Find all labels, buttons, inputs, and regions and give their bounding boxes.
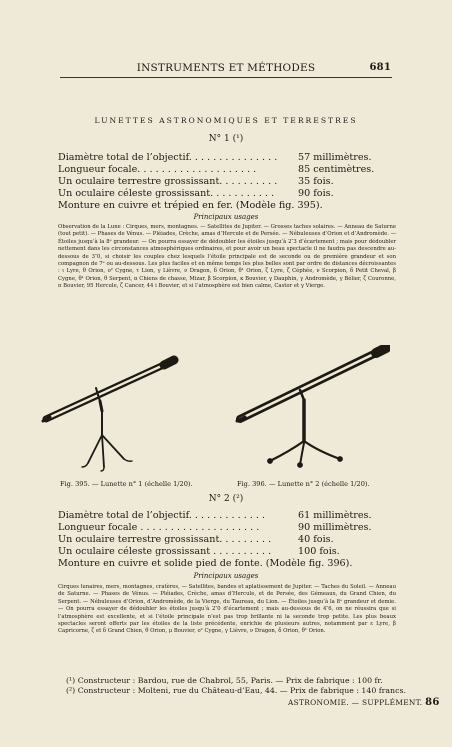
signature-number: 86 [425, 697, 440, 708]
model2-usages-title: Principaux usages [193, 572, 259, 580]
model2-usages-text [58, 584, 396, 636]
spec-row [58, 152, 398, 164]
spec-value: 40 fois. [298, 534, 334, 545]
spec-row [58, 200, 398, 212]
spec-value: 57 millimètres. [298, 152, 372, 163]
spec-label: Un oculaire céleste grossissant . . . . . . . . . . [58, 546, 272, 557]
signature-text: ASTRONOMIE. — SUPPLÉMENT. [288, 698, 423, 707]
spec-row [58, 522, 398, 534]
spec-row [58, 164, 398, 176]
spec-row [58, 188, 398, 200]
header-title: INSTRUMENTS ET MÉTHODES [136, 62, 316, 74]
section-title: LUNETTES ASTRONOMIQUES ET TERRESTRES [94, 116, 358, 125]
telescope-stand-illustration [230, 345, 390, 473]
footnote-2: (²) Constructeur : Molteni, rue du Château-d’Eau, 44. — Prix de fabrique : 140 francs. [66, 686, 406, 695]
spec-label: Diamètre total de l’objectif. . . . . . . . . . . . . . . [58, 152, 278, 163]
spec-label: Un oculaire terrestre grossissant. . . . . . . . . [58, 534, 272, 545]
telescope-tripod-illustration [40, 355, 190, 475]
spec-value: 85 centimètres. [298, 164, 375, 175]
spec-label: Longueur focale. . . . . . . . . . . . . . . . . . . . [58, 164, 257, 175]
spec-label: Longueur focale . . . . . . . . . . . . . . . . . . . . [58, 522, 260, 533]
header-rule [60, 77, 392, 78]
spec-value: 61 millimètres. [298, 510, 372, 521]
usages-paragraph: Cirques lunaires, mers, montagnes, cratères, — Satellites, bandes et aplatissement de Jupiter. — Taches du Soleil. — Anneau de Saturne. — Phases de Vénus. — Pléiades, Crèche, amas d’Hercule, et de Persée, des Gémeaux, du Grand Chien, du Serpent. — Nébuleuses d’Orion, d’Andromède, de la Vierge, du Taureau, du Lion. — Étoiles jusqu’à la 8ᵉ grandeur et demie. — On pourra essayer de dédoubler les étoiles jusqu’à 2″0 d’écartement ; mais au-dessous de 4″6, on ne réussira que si l’atmosphère est excellente, et si l’étoile principale n’est pas trop brillante ni la seconde trop petite. Les plus beaux spectacles seront offerts par les étoiles de la liste précédente, enrichie de plusieurs autres, notamment par ε Lyre, β Capricorne, ζ et δ Grand Chien, θ Orion, μ Bouvier, o² Cygne, γ Lièvre, ν Dragon, δ Orion, θ¹ Orion. [58, 584, 396, 635]
model1-specs [58, 152, 398, 212]
spec-label: Diamètre total de l’objectif. . . . . . . . . . . . . [58, 510, 266, 521]
spec-label: Un oculaire terrestre grossissant. . . . . . . . . . [58, 176, 278, 187]
spec-label: Monture en cuivre et solide pied de fonte. (Modèle fig. 396). [58, 558, 353, 569]
spec-value: 90 millimètres. [298, 522, 372, 533]
spec-label: Un oculaire céleste grossissant. . . . . . . . . . . [58, 188, 275, 199]
model1-usages-text [58, 224, 396, 291]
model2-number: N° 2 (²) [208, 494, 244, 504]
page-number: 681 [369, 62, 391, 73]
footnotes [66, 676, 406, 696]
spec-value: 100 fois. [298, 546, 340, 557]
printer-signature [288, 697, 440, 708]
fig396-caption: Fig. 396. — Lunette n° 2 (échelle 1/20). [237, 480, 370, 488]
spec-row [58, 558, 398, 570]
spec-row [58, 534, 398, 546]
spec-value: 35 fois. [298, 176, 334, 187]
model1-usages-title: Principaux usages [193, 213, 259, 221]
spec-label: Monture en cuivre et trépied en fer. (Modèle fig. 395). [58, 200, 323, 211]
footnote-1: (¹) Constructeur : Bardou, rue de Chabrol, 55, Paris. — Prix de fabrique : 100 fr. [66, 676, 383, 685]
spec-value: 90 fois. [298, 188, 334, 199]
model1-number: N° 1 (¹) [208, 134, 244, 144]
spec-row [58, 546, 398, 558]
model2-specs [58, 510, 398, 570]
spec-row [58, 176, 398, 188]
spec-row [58, 510, 398, 522]
usages-paragraph: Observation de la Lune : Cirques, mers, montagnes. — Satellites de Jupiter. — Grosses taches solaires. — Anneau de Saturne (tout petit). — Phases de Vénus. — Pléiades, Crèche, amas d’Hercule et de Persée. — Nébuleuses d’Orion et d’Andromède. — Étoiles jusqu’à la 8ᵉ grandeur. — On pourra essayer de dédoubler les étoiles jusqu’à 2″3 d’écartement ; mais pour dédoubler nettement dans les circonstances atmosphériques ordinaires, et pour avoir un beau spectacle il ne faudra pas descendre au-dessous de 3″0, si choisir les couples chez lesquels l’étoile principale est de seconde ou de première grandeur et son compagnon de 7ᵉ ou au-dessous. Les plus faciles et en même temps les plus belles sont par ordre de distances décroissantes : ι Lyre, θ Orion, o² Cygne, τ Lion, γ Lièvre, ν Dragon, δ Orion, θ¹ Orion, ζ Lyre, ζ Céphée, ν Scorpion, δ Petit Cheval, β Cygne, θ¹ Orion, θ Serpent, α Chiens de chasse, Mizar, β Scorpion, κ Bouvier, γ Dauphin, γ Andromède, γ Bélier, ζ Couronne, π Bouvier, 95 Hercule, ζ Cancer, 44 i Bouvier, et si l’atmosphère est bien calme, Castor et γ Vierge. [58, 224, 396, 290]
fig395-caption: Fig. 395. — Lunette n° 1 (échelle 1/20). [60, 480, 193, 488]
